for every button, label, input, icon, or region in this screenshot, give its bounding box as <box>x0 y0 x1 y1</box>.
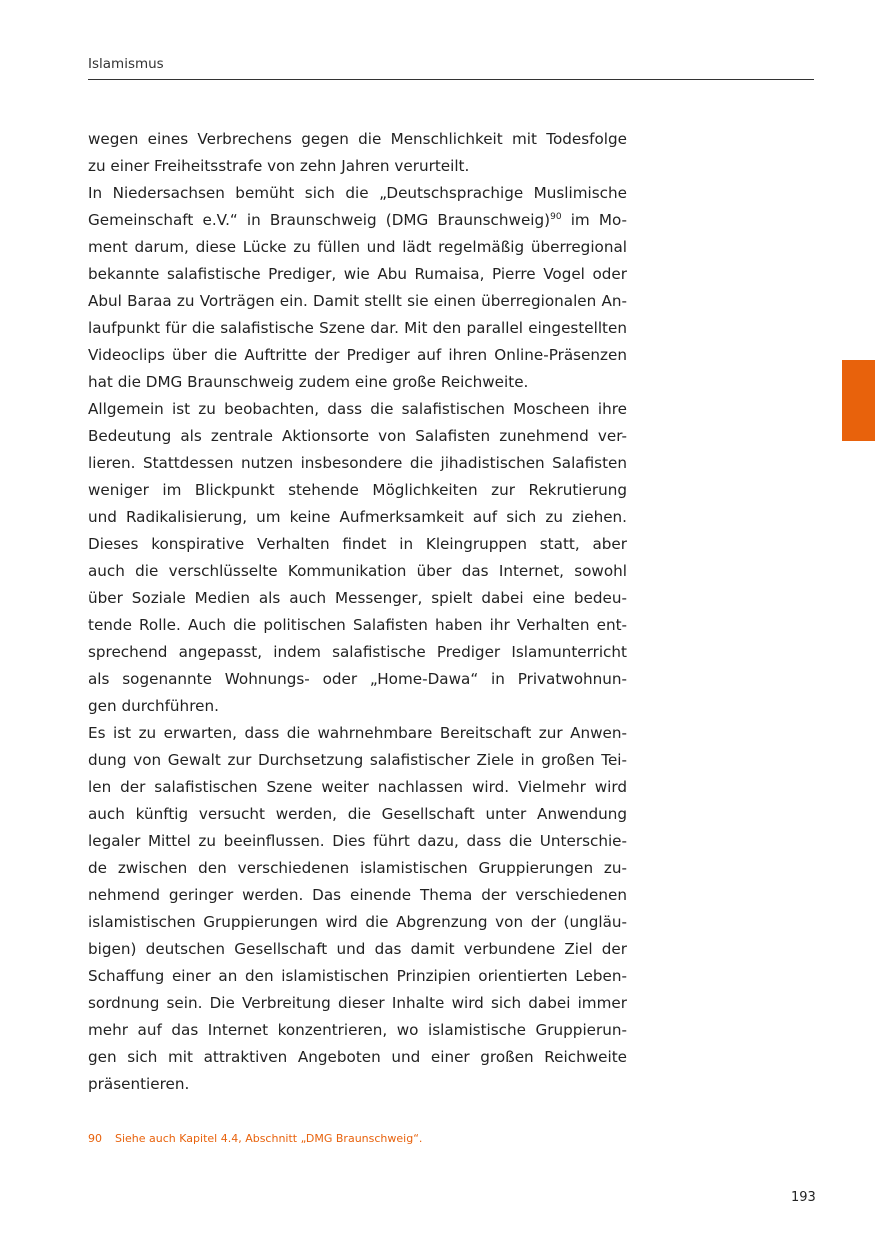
body-line: lieren. Stattdessen nutzen insbesondere die jihadistischen Salafisten <box>88 454 627 472</box>
body-line: Videoclips über die Auftritte der Prediger auf ihren Online-Präsenzen <box>88 346 627 364</box>
body-line: legaler Mittel zu beeinflussen. Dies führt dazu, dass die Unterschie- <box>88 832 627 850</box>
footnote <box>88 1132 422 1145</box>
body-line: sprechend angepasst, indem salafistische Prediger Islamunterricht <box>88 643 627 661</box>
body-text <box>88 126 627 1098</box>
running-header-title: Islamismus <box>88 56 164 72</box>
body-line: gen sich mit attraktiven Angeboten und einer großen Reichweite <box>88 1048 627 1066</box>
header-rule <box>88 79 814 80</box>
body-line: Bedeutung als zentrale Aktionsorte von Salafisten zunehmend ver- <box>88 427 627 445</box>
body-line: bigen) deutschen Gesellschaft und das damit verbundene Ziel der <box>88 940 627 958</box>
page-number: 193 <box>791 1190 816 1205</box>
body-line: zu einer Freiheitsstrafe von zehn Jahren verurteilt. <box>88 157 470 175</box>
footnote-reference: 90 <box>550 211 562 222</box>
footnote-number: 90 <box>88 1132 102 1145</box>
body-line: de zwischen den verschiedenen islamistischen Gruppierungen zu- <box>88 859 627 877</box>
body-line: weniger im Blickpunkt stehende Möglichkeiten zur Rekrutierung <box>88 481 627 499</box>
body-line: islamistischen Gruppierungen wird die Abgrenzung von der (ungläu- <box>88 913 627 931</box>
body-line: Es ist zu erwarten, dass die wahrnehmbare Bereitschaft zur Anwen- <box>88 724 627 742</box>
body-line: Allgemein ist zu beobachten, dass die salafistischen Moscheen ihre <box>88 400 627 418</box>
body-line: und Radikalisierung, um keine Aufmerksamkeit auf sich zu ziehen. <box>88 508 627 526</box>
body-line: dung von Gewalt zur Durchsetzung salafistischer Ziele in großen Tei- <box>88 751 627 769</box>
body-line: Schaffung einer an den islamistischen Prinzipien orientierten Leben- <box>88 967 627 985</box>
body-line: sordnung sein. Die Verbreitung dieser Inhalte wird sich dabei immer <box>88 994 627 1012</box>
body-line: len der salafistischen Szene weiter nachlassen wird. Vielmehr wird <box>88 778 627 796</box>
body-line: In Niedersachsen bemüht sich die „Deutschsprachige Muslimische <box>88 184 627 202</box>
body-line: ment darum, diese Lücke zu füllen und lädt regelmäßig überregional <box>88 238 627 256</box>
body-line: bekannte salafistische Prediger, wie Abu Rumaisa, Pierre Vogel oder <box>88 265 627 283</box>
body-line: wegen eines Verbrechens gegen die Menschlichkeit mit Todesfolge <box>88 130 627 148</box>
body-line-with-footnote <box>88 207 627 234</box>
body-line-text: Gemeinschaft e.V.“ in Braunschweig (DMG Braunschweig) <box>88 211 551 229</box>
body-line: auch künftig versucht werden, die Gesellschaft unter Anwendung <box>88 805 627 823</box>
body-line: als sogenannte Wohnungs- oder „Home-Dawa“ in Privatwohnun- <box>88 670 627 688</box>
body-line: präsentieren. <box>88 1075 190 1093</box>
body-line: hat die DMG Braunschweig zudem eine große Reichweite. <box>88 373 529 391</box>
body-line: tende Rolle. Auch die politischen Salafisten haben ihr Verhalten ent- <box>88 616 627 634</box>
body-line: über Soziale Medien als auch Messenger, spielt dabei eine bedeu- <box>88 589 627 607</box>
body-line: Dieses konspirative Verhalten findet in Kleingruppen statt, aber <box>88 535 627 553</box>
body-line: nehmend geringer werden. Das einende Thema der verschiedenen <box>88 886 627 904</box>
body-line: mehr auf das Internet konzentrieren, wo islamistische Gruppierun- <box>88 1021 627 1039</box>
body-line: Abul Baraa zu Vorträgen ein. Damit stellt sie einen überregionalen An- <box>88 292 627 310</box>
footnote-text: Siehe auch Kapitel 4.4, Abschnitt „DMG Braunschweig“. <box>115 1132 423 1145</box>
body-line-tail: im Mo- <box>561 211 628 229</box>
body-line: auch die verschlüsselte Kommunikation über das Internet, sowohl <box>88 562 627 580</box>
body-line: gen durchführen. <box>88 697 219 715</box>
body-line: laufpunkt für die salafistische Szene dar. Mit den parallel eingestellten <box>88 319 627 337</box>
chapter-tab-marker <box>842 360 875 441</box>
